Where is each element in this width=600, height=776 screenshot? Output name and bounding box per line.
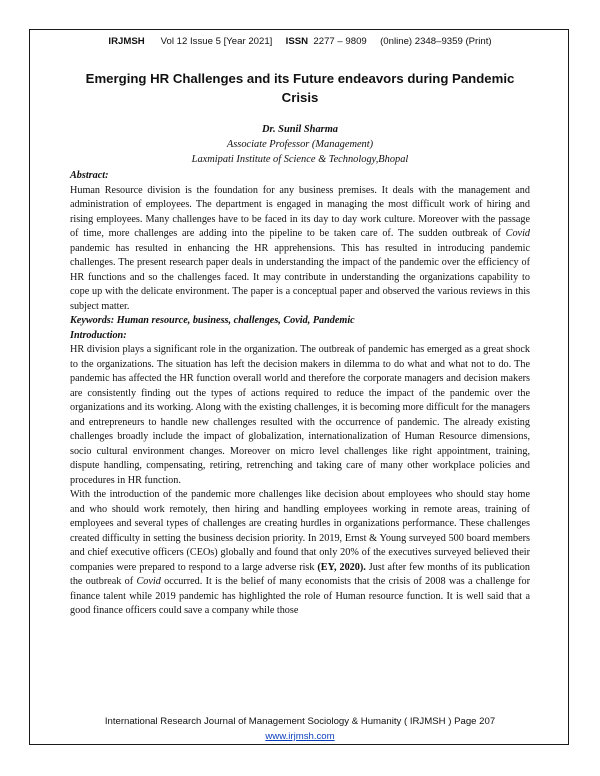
author-position: Associate Professor (Management): [226, 139, 374, 150]
introduction-paragraph-2: With the introduction of the pandemic more challenges like decision about employees who should stay home and who should work remotely, then hiring and handling employees working in remote areas, training of employees and several types of challenges are creating hurdles in organizations performance. These challenges created difficulty in setting the business decision priority. In 2019, Ernst & Young surveyed 500 board members and chief executive officers (CEOs) globally and found that only 20% of the executives surveyed believed their companies were prepared to respond to a large adverse risk (EY, 2020). Just after few months of its publication the outbreak of Covid occurred. It is the belief of many economists that the crisis of 2008 was a challenge for finance talent while 2019 pandemic has highlighted the role of Human resource function. It is well said that a good finance officers could save a company while those: [70, 489, 530, 616]
page-number: Page 207: [454, 716, 496, 727]
introduction-heading: Introduction:: [70, 329, 127, 341]
paper-title: Emerging HR Challenges and its Future endeavors during Pandemic Crisis: [85, 71, 515, 105]
journal-website-link[interactable]: www.irjmsh.com: [265, 731, 335, 742]
footer-url-line: [0, 731, 600, 742]
main-body: [70, 169, 530, 619]
abstract-heading: Abstract:: [70, 170, 109, 181]
issn-label: ISSN: [285, 36, 309, 47]
introduction-paragraph-1: HR division plays a significant role in the organization. The outbreak of pandemic has emerged as a great shock to the organizations. The situation has left the decision makers in dilemma to do what and what not to do. The pandemic has affected the HR function overall world and therefore the corporate managers and decision makers are consistently finding out the types of actions required to reduce the impact of the pandemic over the organizations and its working. Along with the existing challenges, it is becoming more difficult for the managers and entrepreneurs to handle new challenges resulted with the occurrence of pandemic. The already existing challenges broadly include the impact of globalization, internationalization of Human Resource dimensions, socio cultural environment changes. Moreover on micro level challenges like right appointment, training, dispute handling, compensating, retiring, retrenching and taking care of many other workplace policies and procedures in HR function.: [70, 344, 530, 486]
volume-info: Vol 12 Issue 5 [Year 2021]: [160, 36, 273, 47]
author-name: Dr. Sunil Sharma: [262, 124, 338, 135]
citation: (EY, 2020).: [317, 561, 366, 573]
abstract-paragraph: Human Resource division is the foundation for any business premises. It deals with the management and administration of employees. The department is engaged in managing the most difficult work of hiring and rising employees. Many challenges have to be faced in its day to day work culture. Moreover with the passage of time, more challenges are adding into the pipeline to be taken care of. The sudden outbreak of Covid pandemic has resulted in enhancing the HR apprehensions. This has resulted in introducing pandemic challenges. The present research paper deals in understanding the impact of the pandemic over the efficiency of HR functions and so the challenges faced. It may contribute in understanding the organizations capability to cope up with the delicate environment. The paper is a conceptual paper and observed the various reviews in this subject matter.: [70, 184, 530, 312]
journal-abbr: IRJMSH: [108, 36, 145, 47]
author-institution: Laxmipati Institute of Science & Technology,Bhopal: [191, 154, 409, 165]
running-header: [0, 36, 600, 47]
issn-values: 2277 – 9809 (0nline) 2348–9359 (Print): [313, 36, 492, 47]
running-footer: [0, 716, 600, 727]
keywords-line: Keywords: Human resource, business, challenges, Covid, Pandemic: [70, 315, 355, 326]
journal-full-name: International Research Journal of Management Sociology & Humanity ( IRJMSH ): [104, 716, 452, 727]
covid-term: Covid: [505, 228, 530, 239]
covid-term: Covid: [136, 576, 161, 587]
